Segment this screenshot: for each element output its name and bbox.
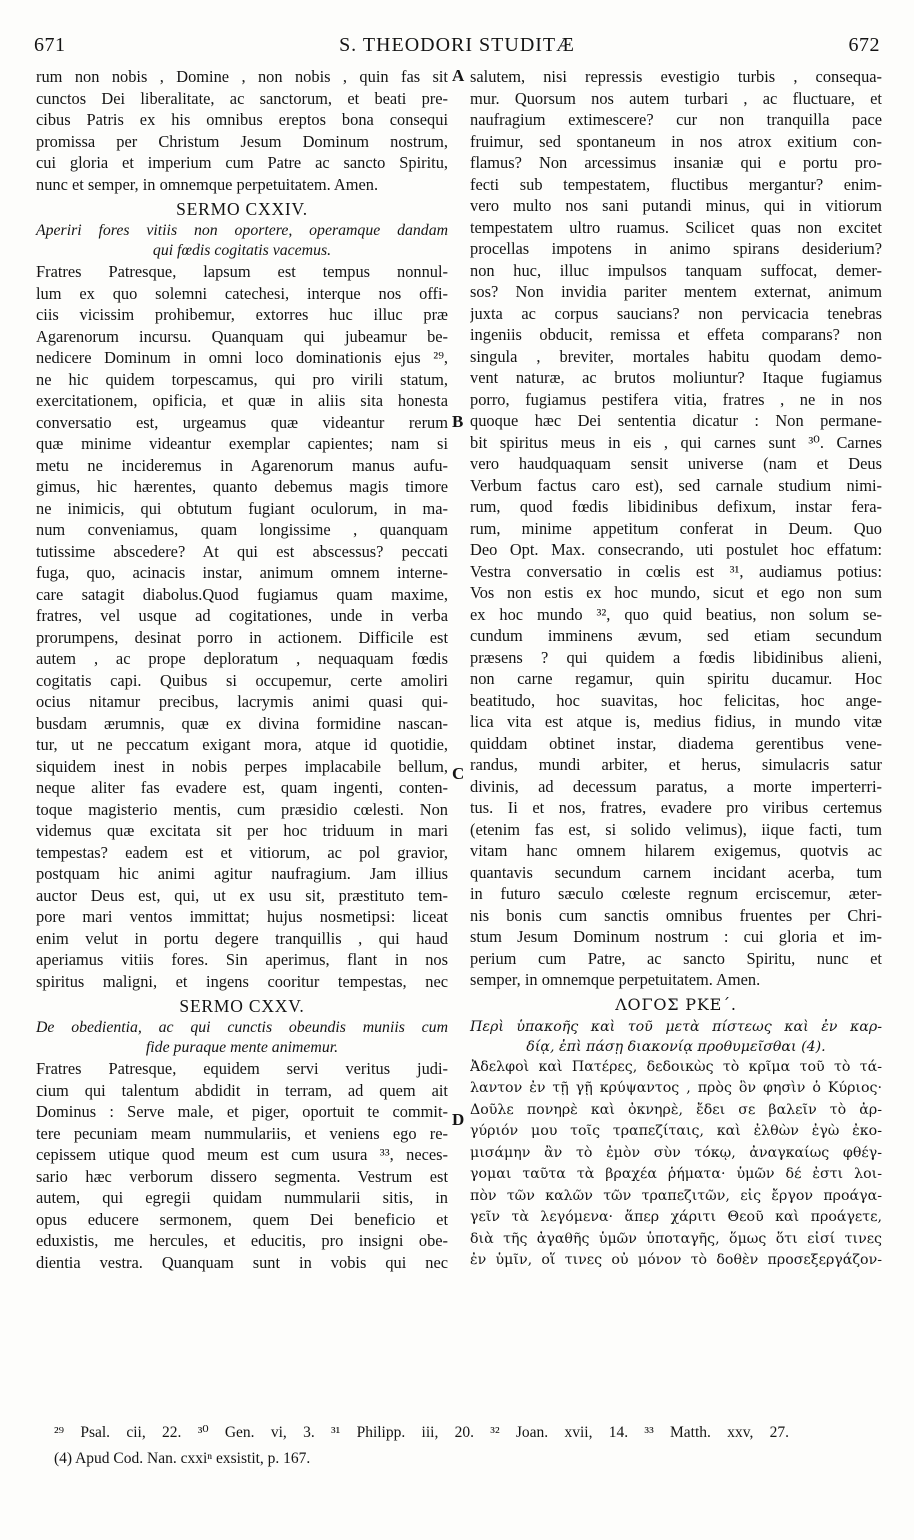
text-line: tur, ut ne peccatum exigant mora, atque id quotidie, [36, 735, 448, 754]
text-line: divinis, ad decessum paratus, a morte imperterri- [470, 776, 882, 796]
text-line: tus. Ii et nos, fratres, evadere pro viribus certemus [470, 798, 882, 817]
margin-letter-c: C [452, 764, 465, 783]
text-line: non huc, illuc impulsos tanquam suffocat, demer- [470, 260, 882, 280]
footnote-references: ²⁹ Psal. cii, 22. ³⁰ Gen. vi, 3. ³¹ Philipp. iii, 20. ³² Joan. xvii, 14. ³³ Matth. xxv, 27. [54, 1424, 789, 1441]
text-line: fecti sub tempestatem, fluctibus mergantur? enim- [470, 174, 882, 194]
text-line: tutissime abscedere? At qui est abscessus? peccati [36, 541, 448, 561]
text-line: Verbum factus caro est), sed carnale studium nimi- [470, 475, 882, 495]
text-line: γομαι ταῦτα τὰ βραχέα ῥήματα· ὑμῶν δέ ἐστι λοι- [470, 1166, 882, 1182]
text-line: vero haudquaquam sensit universe (nam et Deus [470, 454, 882, 473]
text-line: non carne regamur, quin spiritu ducamur. Hoc [470, 669, 882, 688]
text-line: num conveniamus, quam longissime , quanquam [36, 520, 448, 539]
text-line: pore mari ventos immittat; hujus nosmetipsi: liceat [36, 907, 448, 926]
sermo-125-subtitle [36, 1018, 448, 1058]
text-line: nedicere Dominum in omni loco dominationis ejus ²⁹, [36, 348, 448, 367]
text-line: ocius nitamur precibus, lacrymis animi quasi qui- [36, 692, 448, 711]
text-line: Aperiri fores vitiis non oportere, operamque dandam [36, 222, 448, 239]
text-line: sos? Non invidia pariter mentem externat, animum [470, 282, 882, 301]
text-line: fide puraque mente animemur. [145, 1039, 339, 1056]
text-line: toque magisterio mentis, cum præsidio cœlesti. Non [36, 799, 448, 819]
text-line: Δοῦλε πονηρὲ καὶ ὀκνηρὲ, ἔδει σε βαλεῖν τὸ ἀρ- [470, 1101, 882, 1118]
text-line: prorumpens, desinat porro in actionem. Difficile est [36, 627, 448, 647]
text-line: procellas impotens in animo spirans desiderium? [470, 239, 882, 258]
text-line: in futuro sæculo cœleste regnum erciscemur, æter- [470, 884, 882, 903]
margin-letter-b: B [452, 412, 464, 431]
text-line: quoque hæc Dei sententia dicatur : Non permane- [470, 411, 882, 430]
text-line: care satagit diabolus.Quod fugiamus quam maxime, [36, 584, 448, 604]
text-line: λαντον ἐν τῇ γῇ κρύψαντος , πρὸς ὃν φησὶν ὁ Κύριος· [470, 1080, 882, 1096]
text-line: neque aliter fas evadere est, quam ingenti, conten- [36, 778, 448, 797]
text-line: autem , ac prope deploratum , nequaquam fœdis [36, 649, 448, 668]
text-line: nunc et semper, in omnemque perpetuitatem. Amen. [36, 174, 379, 194]
text-line: Dominus : Serve male, et piger, oportuit te commit- [36, 1102, 448, 1121]
right-column [470, 66, 882, 1272]
page-number-left: 671 [34, 34, 66, 56]
text-line: vero multo nos sani putandi minus, qui in vitiorum [470, 196, 882, 215]
text-line: quæ minime videantur exemplar capientes; nam si [36, 434, 448, 453]
text-line: (etenim fas est, si solido velimus), iique facti, tum [470, 819, 882, 839]
text-line: γύριόν μου τοῖς τραπεζίταις, καὶ ἐλθὼν ἐγὼ ἐκο- [470, 1123, 882, 1139]
text-line: vent naturæ, ac brutos moliuntur? Itaque fugiamus [470, 368, 882, 387]
text-line: semper, in omnemque perpetuitatem. Amen. [470, 970, 761, 989]
text-line: rum, minime appetitum conferat in Deum. Quo [470, 518, 882, 538]
text-line: ne hic quidem torpescamus, qui pro virili statum, [36, 369, 448, 389]
text-line: fruimur, sed spontaneum in nos atrox exitium con- [470, 131, 882, 151]
text-line: ingeniis obducit, remissa et effeta comparans? non [470, 325, 882, 344]
text-line: tempestas? eadem est et vitiorum, ac pol gravior, [36, 842, 448, 862]
text-line: ἐν ὑμῖν, οἵ τινες οὐ μόνον τὸ δοθὲν προσεξεργάζον- [470, 1252, 882, 1268]
text-line: cui gloria et imperium cum Patre ac sancto Spiritu, [36, 153, 448, 172]
text-line: auctor Deus est, qui, ut ex usu sit, præstituto tem- [36, 885, 448, 905]
text-line: postquam hic animi agitur naufragium. Jam illius [36, 864, 448, 883]
text-line: quiddam obtinet instar, diadema gerentibus vene- [470, 733, 882, 753]
text-line: cunctos Dei liberalitate, ac sanctorum, et beati pre- [36, 88, 448, 108]
margin-letter-a: A [452, 66, 465, 85]
sermon-123-ending [36, 66, 448, 195]
text-line: lum ex quo solemni catechesi, interque nos offi- [36, 283, 448, 303]
text-line: γεῖν τὰ λεγόμενα· ἅπερ χάριτι Θεοῦ καὶ προάγετε, [470, 1209, 882, 1225]
text-line: naufragium extimescere? cur non tranquilla pace [470, 110, 882, 129]
text-line: singula , breviter, mortales habitu quodam demo- [470, 346, 882, 366]
text-line: exercitationem, opificia, et quæ in aliis sita honesta [36, 391, 448, 410]
text-line: metu ne incideremus in Agarenorum manus aufu- [36, 455, 448, 475]
text-line: Ἀδελφοὶ καὶ Πατέρες, δεδοικὼς τὸ κρῖμα τοῦ τὸ τά- [470, 1058, 882, 1075]
sermo-125-body [36, 1058, 448, 1273]
text-line: spiritus maligni, et ingens cooritur tempestas, nec [36, 971, 448, 991]
text-line: Vos non estis ex hoc mundo, sicut et ego non sum [470, 583, 882, 602]
text-line: δίᾳ, ἐπὶ πάσῃ διακονίᾳ προθυμεῖσθαι (4). [526, 1038, 826, 1055]
sermo-124-subtitle [36, 221, 448, 261]
text-line: videmus quæ excitata sit per hoc triduum in mari [36, 821, 448, 840]
text-line: ne inimicis, qui obtutum fugiant oculorum, in ma- [36, 498, 448, 518]
greek-subtitle [470, 1017, 882, 1057]
text-line: fratres, vel usque ad cogitationes, unde in verba [36, 606, 448, 625]
text-line: salutem, nisi repressis evestigio turbis , consequa- [470, 67, 882, 86]
text-line: vitam hanc omnem hilarem exigemus, quotvis ac [470, 841, 882, 860]
text-line: beatitudo, hoc suavitas, hoc felicitas, hoc ange- [470, 690, 882, 710]
text-line: flamus? Non arcessimus insaniæ qui e portu pro- [470, 153, 882, 172]
running-title: S. THEODORI STUDITÆ [339, 34, 575, 56]
text-line: cium qui talentum abdidit in terram, ad quem ait [36, 1080, 448, 1100]
footnote-manuscript: (4) Apud Cod. Nan. cxxiⁿ exsistit, p. 167. [54, 1450, 311, 1467]
text-line: juxta ac corpus saucians? non pervicacia tenebras [470, 303, 882, 323]
text-line: perium cum Patre, ac sancto Spiritu, nunc et [470, 948, 882, 968]
text-line: præsens ? qui quidem a fœdis libidinibus alieni, [470, 647, 882, 667]
text-line: διὰ τῆς ἀγαθῆς ὑμῶν ὑποταγῆς, ὅμως ὅτι εἰσί τινες [470, 1230, 882, 1247]
greek-heading: ΛΟΓΟΣ ΡΚΕ΄. [615, 994, 737, 1014]
sermo-125-heading: SERMO CXXV. [179, 996, 305, 1016]
sermo-124-body [36, 261, 448, 992]
text-line: Περὶ ὑπακοῆς καὶ τοῦ μετὰ πίστεως καὶ ἐν καρ- [470, 1018, 882, 1035]
text-line: gimus, hic hærentes, quanto debemus magis timore [36, 477, 448, 496]
text-line: conversatio est, urgeamus quæ videantur rerum [36, 412, 448, 432]
text-line: porro, fugiamus pestifera vitia, fratres , ne in nos [470, 389, 882, 409]
text-line: opus educere sermonem, quem Dei beneficio et [36, 1209, 448, 1229]
text-line: randus, mundi arbiter, et herus, simulacris satur [470, 755, 882, 774]
text-line: fuga, quo, acinacis instar, animum omnem interne- [36, 563, 448, 582]
text-line: Agarenorum incursu. Quanquam qui jubeamur be- [36, 326, 448, 346]
text-line: cundum imminens ævum, sed etiam secundum [470, 626, 882, 645]
text-line: busdam ærumnis, quæ ex divina formidine nascan- [36, 713, 448, 733]
text-line: lica vita est atque is, medius fidius, in mundo vitæ [470, 712, 882, 731]
sermo-124-heading: SERMO CXXIV. [176, 199, 308, 219]
text-line: Fratres Patresque, lapsum est tempus nonnul- [36, 262, 448, 281]
text-line: rum non nobis , Domine , non nobis , quin fas sit [36, 67, 448, 86]
text-line: cogitatis capi. Quibus si occupemur, certe amoliri [36, 670, 448, 690]
text-line: qui fœdis cogitatis vacemus. [152, 242, 332, 259]
greek-body [470, 1057, 882, 1272]
text-line: mur. Quorsum nos autem turbari , ac fluctuare, et [470, 88, 882, 108]
text-line: stum Jesum Dominum nostrum : cui gloria et im- [470, 927, 882, 946]
text-line: bit spiritus meus in eis , qui carnes sunt ³⁰. Carnes [470, 432, 882, 452]
text-line: Deo Opt. Max. consecrando, uti postulet hoc effatum: [470, 540, 882, 559]
text-line: enim velut in portu degere tranquillis , qui haud [36, 928, 448, 948]
page-number-right: 672 [848, 34, 880, 56]
text-line: eduxistis, me hercules, et educitis, pro insigni obe- [36, 1231, 448, 1250]
text-line: Vestra conversatio in cœlis est ³¹, audiamus potius: [470, 561, 882, 581]
text-line: ex hoc mundo ³², quo quid beatius, non solum se- [470, 604, 882, 624]
text-line: autem, qui egregii quidam nummularii sitis, in [36, 1188, 448, 1207]
text-line: sario hæc verborum dissero segmenta. Vestrum est [36, 1166, 448, 1186]
text-line: siquidem inest in nobis perpes implacabile bellum, [36, 756, 448, 776]
margin-letter-d: D [452, 1110, 465, 1129]
text-line: μισάμην ἂν τὸ ἐμὸν σὺν τόκῳ, ἀναγκαίως φθέγ- [470, 1144, 882, 1161]
text-line: De obedientia, ac qui cunctis obeundis muniis cum [36, 1019, 448, 1036]
text-line: aperiamus vitiis fores. Sin aperimus, flant in nos [36, 950, 448, 969]
page-header [34, 34, 880, 60]
left-column [36, 66, 448, 1273]
footnotes [54, 1420, 894, 1472]
text-line: πὸν τῶν καλῶν τῶν τραπεζιτῶν, εἰς ἔργον προάγα- [470, 1187, 882, 1204]
text-line: rum, quod fœdis libidinibus defixum, instar fera- [470, 497, 882, 516]
text-line: ciis vicissim prohibemur, extorres huc illuc præ [36, 305, 448, 324]
text-line: promissa per Christum Jesum Dominum nostrum, [36, 131, 448, 151]
sermo-124-continuation [470, 66, 882, 991]
text-line: tere pecuniam meam nummulariis, et veniens ego re- [36, 1123, 448, 1143]
text-line: Fratres Patresque, equidem servi veritus judi- [36, 1059, 448, 1078]
text-line: quantavis secundum carnem incidant acerba, tum [470, 862, 882, 882]
text-line: cibus Patris ex his omnibus ereptos bona consequi [36, 110, 448, 129]
text-line: dientia vestra. Quanquam sunt in vobis qui nec [36, 1252, 448, 1272]
text-line: tempestatem ultro ruamus. Scilicet quas non excitet [470, 217, 882, 237]
text-line: nis bonis cum sanctis omnibus fruentes per Chri- [470, 905, 882, 925]
text-line: cepissem utique quod meum est cum usura ³³, neces- [36, 1145, 448, 1164]
